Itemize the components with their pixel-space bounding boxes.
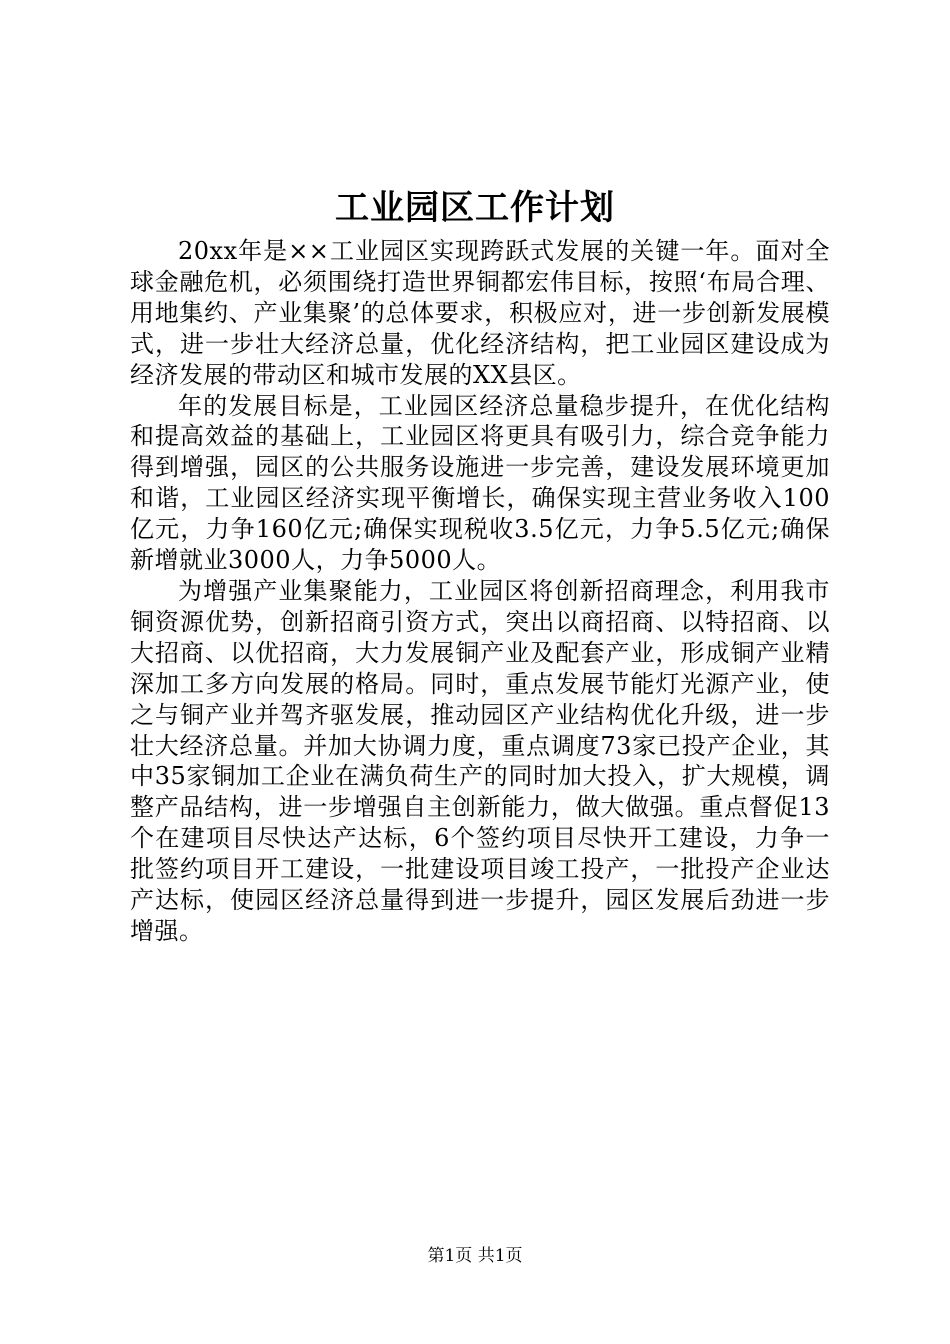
paragraph-3: 为增强产业集聚能力，工业园区将创新招商理念，利用我市铜资源优势，创新招商引资方式，突出以商招商、以特招商、以大招商、以优招商，大力发展铜产业及配套产业，形成铜产业精深加工多方向发展的格局。同时，重点发展节能灯光源产业，使之与铜产业并驾齐驱发展，推动园区产业结构优化升级，进一步壮大经济总量。并加大协调力度，重点调度73家已投产企业，其中35家铜加工企业在满负荷生产的同时加大投入，扩大规模，调整产品结构，进一步增强自主创新能力，做大做强。重点督促13个在建项目尽快达产达标，6个签约项目尽快开工建设，力争一批签约项目开工建设，一批建设项目竣工投产，一批投产企业达产达标，使园区经济总量得到进一步提升，园区发展后劲进一步增强。 — [130, 576, 830, 945]
page-footer: 第1页 共1页 — [427, 1246, 523, 1266]
paragraph-1: 20xx年是××工业园区实现跨跃式发展的关键一年。面对全球金融危机，必须围绕打造世界铜都宏伟目标，按照‘布局合理、用地集约、产业集聚’的总体要求，积极应对，进一步创新发展模式，进一步壮大经济总量，优化经济结构，把工业园区建设成为经济发展的带动区和城市发展的XX县区。 — [130, 237, 830, 389]
paragraph-2: 年的发展目标是，工业园区经济总量稳步提升，在优化结构和提高效益的基础上，工业园区将更具有吸引力，综合竞争能力得到增强，园区的公共服务设施进一步完善，建设发展环境更加和谐，工业园区经济实现平衡增长，确保实现主营业务收入100亿元，力争160亿元;确保实现税收3.5亿元，力争5.5亿元;确保新增就业3000人，力争5000人。 — [130, 391, 830, 575]
document-body — [130, 236, 830, 947]
document-title: 工业园区工作计划 — [335, 188, 615, 228]
